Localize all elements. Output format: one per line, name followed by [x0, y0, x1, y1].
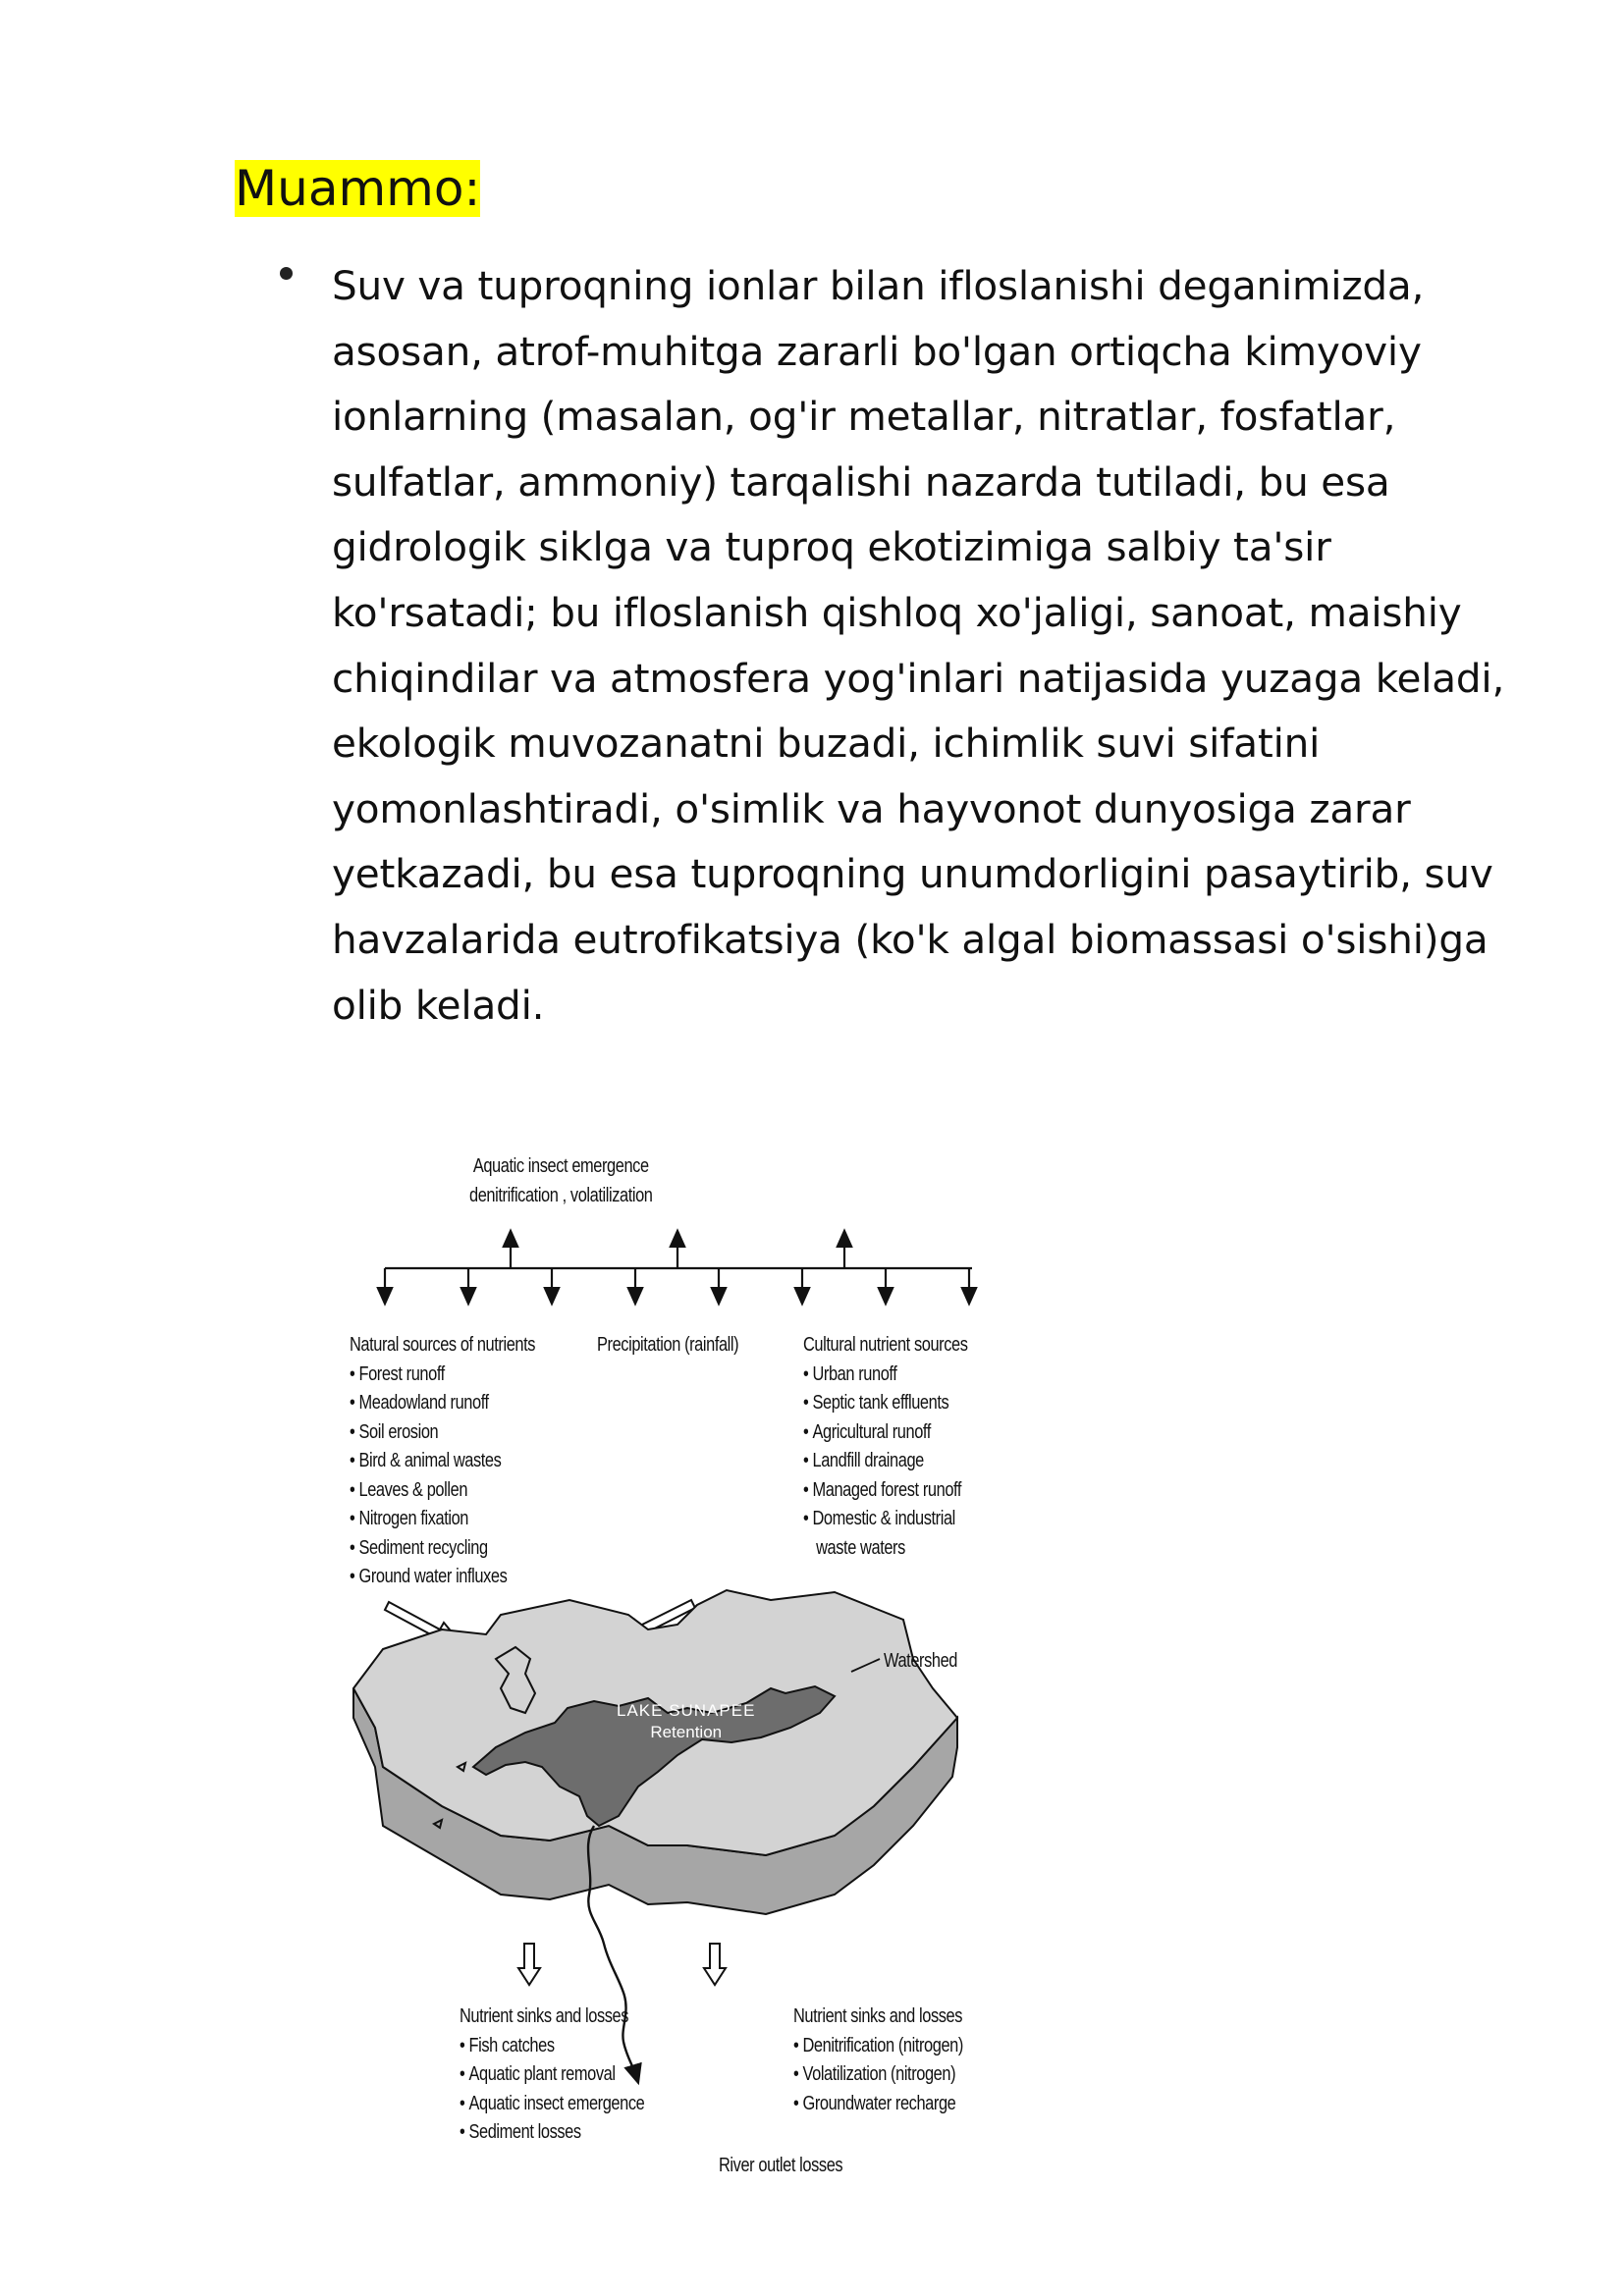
list-item: • Agricultural runoff: [803, 1418, 968, 1448]
nutrient-cycle-figure: [324, 1139, 1011, 2179]
paragraph-line: Suv va tuproqning ionlar bilan ifloslanishi deganimizda,: [332, 262, 1425, 309]
list-item: • Septic tank effluents: [803, 1389, 968, 1418]
list-item: • Denitrification (nitrogen): [793, 2032, 963, 2061]
bullet-icon: [280, 267, 293, 280]
paragraph-line: yetkazadi, bu esa tuproqning unumdorligini pasaytirib, suv: [332, 850, 1493, 898]
lake-name: LAKE SUNAPEE: [617, 1701, 756, 1720]
paragraph-line: ko'rsatadi; bu ifloslanish qishloq xo'jaligi, sanoat, maishiy: [332, 588, 1462, 636]
precipitation-label: [597, 1331, 738, 1361]
list-item: • Sediment losses: [460, 2118, 644, 2148]
natural-sources-list: [350, 1331, 535, 1592]
lake-label: [617, 1700, 755, 1743]
heading-text: Muammo:: [235, 160, 481, 217]
sinks-left-list: [460, 2002, 644, 2148]
cultural-sources-title: Cultural nutrient sources: [803, 1334, 968, 1356]
sinks-right-list: [793, 2002, 963, 2118]
list-item: • Meadowland runoff: [350, 1389, 535, 1418]
river-outlet-label: [719, 2152, 842, 2181]
precipitation-text: Precipitation (rainfall): [597, 1334, 739, 1356]
list-item: • Leaves & pollen: [350, 1476, 535, 1506]
sinks-right-title: Nutrient sinks and losses: [793, 2005, 963, 2027]
sinks-left-title: Nutrient sinks and losses: [460, 2005, 629, 2027]
paragraph-line: sulfatlar, ammoniy) tarqalishi nazarda tutiladi, bu esa: [332, 457, 1390, 506]
natural-sources-title: Natural sources of nutrients: [350, 1334, 536, 1356]
list-item: • Aquatic plant removal: [460, 2060, 644, 2090]
paragraph-line: ionlarning (masalan, og'ir metallar, nitratlar, fosfatlar,: [332, 393, 1396, 441]
list-item: • Urban runoff: [803, 1361, 968, 1390]
hollow-down-arrow-left: [518, 1944, 540, 1985]
list-item: • Managed forest runoff: [803, 1476, 968, 1506]
list-item: • Bird & animal wastes: [350, 1447, 535, 1476]
page-heading: [233, 155, 484, 222]
list-item: • Soil erosion: [350, 1418, 535, 1448]
list-item: • Groundwater recharge: [793, 2090, 963, 2119]
paragraph-line: yomonlashtiradi, o'simlik va hayvonot dunyosiga zarar: [332, 784, 1411, 832]
watershed-text: Watershed: [884, 1650, 958, 1672]
paragraph-line: chiqindilar va atmosfera yog'inlari natijasida yuzaga keladi,: [332, 654, 1505, 702]
top-bracket: [385, 1237, 972, 1298]
list-item: • Fish catches: [460, 2032, 644, 2061]
top-label-line2: denitrification , volatilization: [469, 1184, 653, 1206]
river-outlet-text: River outlet losses: [719, 2155, 843, 2176]
top-label: [469, 1152, 653, 1210]
list-item: • Sediment recycling: [350, 1534, 535, 1564]
watershed-label: [884, 1647, 957, 1677]
list-item: • Ground water influxes: [350, 1563, 535, 1592]
lake-retention: Retention: [650, 1723, 723, 1741]
list-item: • Landfill drainage: [803, 1447, 968, 1476]
watershed-land: [353, 1590, 957, 1914]
paragraph-line: ekologik muvozanatni buzadi, ichimlik suvi sifatini: [332, 720, 1321, 768]
list-item-continuation: waste waters: [816, 1536, 905, 1559]
paragraph-line: gidrologik siklga va tuproq ekotizimiga salbiy ta'sir: [332, 523, 1331, 571]
list-item: • Volatilization (nitrogen): [793, 2060, 963, 2090]
list-item: • Forest runoff: [350, 1361, 535, 1390]
list-item: • Aquatic insect emergence: [460, 2090, 644, 2119]
top-label-line1: Aquatic insect emergence: [472, 1155, 649, 1177]
list-item: • Nitrogen fixation: [350, 1505, 535, 1534]
paragraph-line: olib keladi.: [332, 981, 545, 1029]
problem-paragraph: [332, 253, 1554, 1038]
list-item: • Domestic & industrial: [803, 1505, 968, 1534]
paragraph-line: havzalarida eutrofikatsiya (ko'k algal biomassasi o'sishi)ga: [332, 915, 1489, 963]
paragraph-line: asosan, atrof-muhitga zararli bo'lgan ortiqcha kimyoviy: [332, 327, 1422, 375]
cultural-sources-list: [803, 1331, 968, 1563]
hollow-down-arrow-right: [704, 1944, 726, 1985]
